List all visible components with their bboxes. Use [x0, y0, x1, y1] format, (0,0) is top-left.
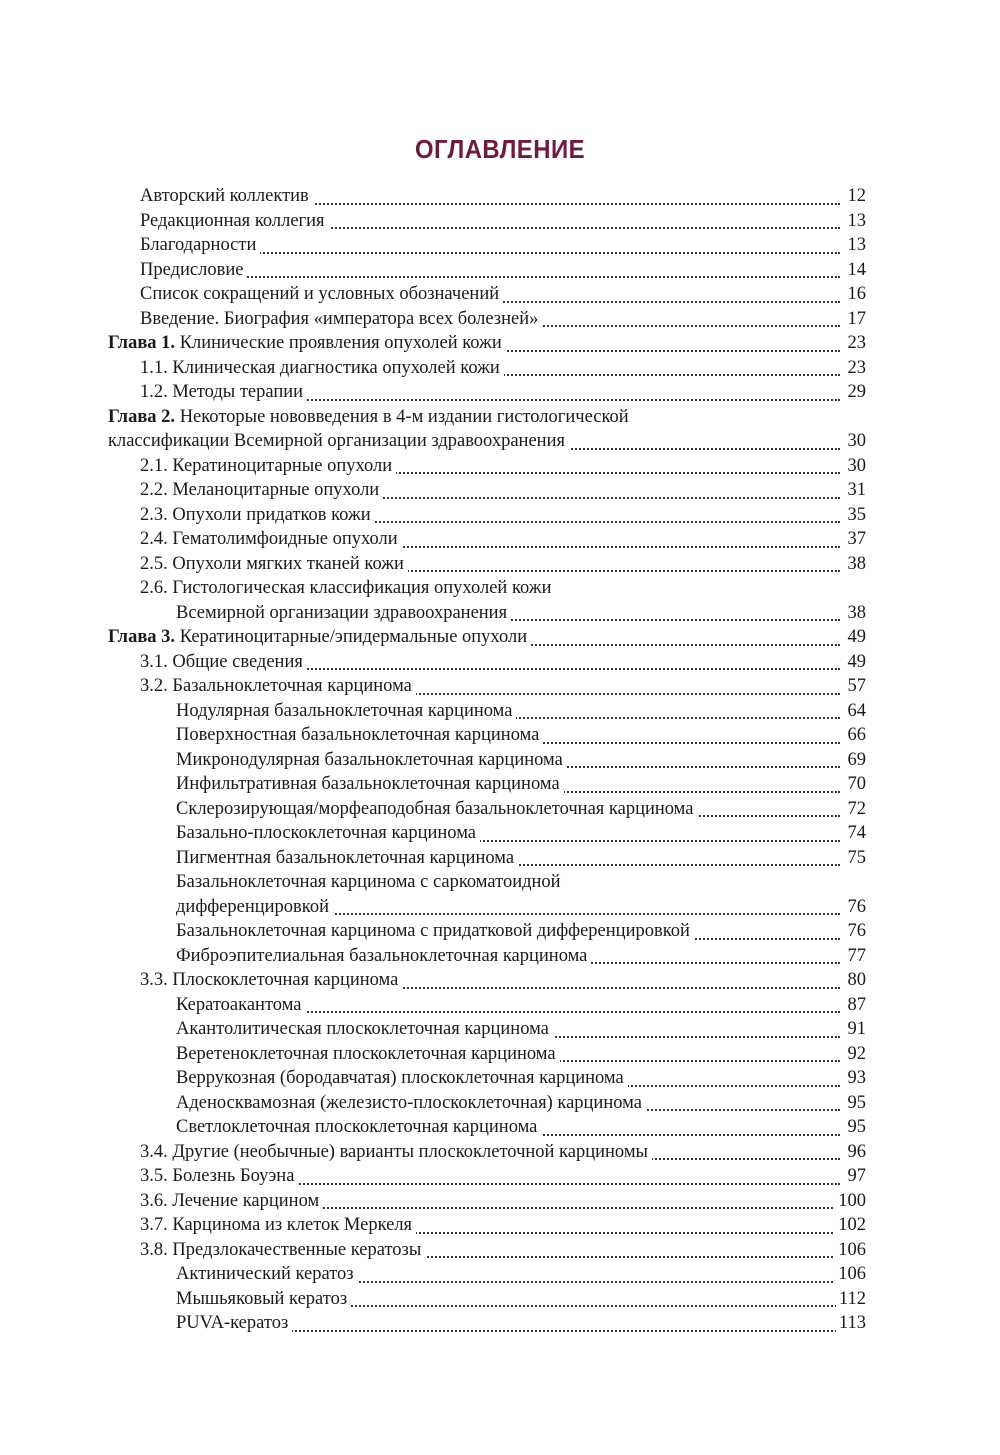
entry-text: Нодулярная базальноклеточная карцинома: [176, 700, 513, 721]
page-number: 76: [845, 919, 867, 944]
toc-entry: [0, 1213, 1000, 1238]
toc-entry: [0, 454, 1000, 479]
toc-entry: [0, 503, 1000, 528]
toc-entry: [0, 1066, 1000, 1091]
toc-entry: [0, 331, 1000, 356]
entry-text: Склерозирующая/морфеаподобная базальноклеточная карцинома: [176, 798, 694, 819]
page-number: 23: [845, 356, 867, 381]
page-number: 87: [845, 993, 867, 1018]
entry-title: [140, 674, 416, 699]
toc-entry: [0, 748, 1000, 773]
entry-title: [140, 576, 551, 601]
toc-entry: [0, 993, 1000, 1018]
page-number: 13: [845, 233, 867, 258]
entry-title: [140, 307, 542, 332]
toc-entry: [0, 699, 1000, 724]
page-title: ОГЛАВЛЕНИЕ: [414, 134, 586, 164]
entry-text: Благодарности: [140, 235, 257, 255]
entry-text: Введение. Биография «императора всех болезней»: [140, 308, 539, 329]
toc-entry: [0, 1311, 1000, 1336]
entry-text: 3.2. Базальноклеточная карцинома: [140, 676, 412, 696]
toc-entry: [0, 1238, 1000, 1263]
entry-text: 1.2. Методы терапии: [140, 382, 304, 402]
toc-entry: [0, 723, 1000, 748]
entry-title: [176, 993, 305, 1018]
toc-entry: [0, 233, 1000, 258]
entry-text: 3.5. Болезнь Боуэна: [140, 1166, 295, 1186]
entry-text: Пигментная базальноклеточная карцинома: [176, 847, 515, 868]
toc-entry: [0, 1091, 1000, 1116]
entry-text: Светлоклеточная плоскоклеточная карцинома: [176, 1117, 538, 1137]
entry-title: [140, 968, 402, 993]
entry-title: [176, 1091, 646, 1116]
entry-text: Всемирной организации здравоохранения: [176, 602, 508, 623]
entry-text: Мышьяковый кератоз: [176, 1288, 348, 1309]
toc-entry: [0, 1287, 1000, 1312]
page-number: 49: [845, 650, 867, 675]
page-number: 100: [835, 1189, 866, 1214]
page-number: 14: [845, 258, 867, 283]
entry-text: Список сокращений и условных обозначений: [140, 284, 500, 304]
toc-entry: [0, 1164, 1000, 1189]
entry-title: [176, 821, 480, 846]
toc-entry: [0, 772, 1000, 797]
table-of-contents: [0, 184, 1000, 1336]
entry-title: [140, 184, 313, 209]
entry-title: [176, 699, 516, 724]
entry-text: Авторский коллектив: [140, 186, 309, 206]
page-number: 74: [845, 821, 867, 846]
entry-title: [176, 748, 567, 773]
entry-text: Клинические проявления опухолей кожи: [175, 333, 502, 353]
entry-text: Инфильтративная базальноклеточная карцинома: [176, 774, 560, 794]
toc-entry: [0, 282, 1000, 307]
toc-entry: [0, 1262, 1000, 1287]
page-number: 49: [845, 625, 867, 650]
page-number: 35: [845, 503, 867, 528]
entry-title: [176, 919, 694, 944]
entry-title: [140, 503, 375, 528]
entry-text: Предисловие: [140, 259, 244, 280]
page-number: 80: [845, 968, 867, 993]
entry-text: 3.6. Лечение карцином: [140, 1190, 320, 1211]
page-number: 38: [845, 552, 867, 577]
entry-text: Кератоакантома: [176, 994, 302, 1015]
toc-entry: [0, 478, 1000, 503]
page-number: 77: [845, 944, 867, 969]
page-number: 31: [845, 478, 867, 503]
toc-entry: [0, 1042, 1000, 1067]
entry-text: Веррукозная (бородавчатая) плоскоклеточная карцинома: [176, 1068, 624, 1088]
toc-entry: [0, 209, 1000, 234]
chapter-title: [108, 625, 531, 650]
toc-entry: [0, 968, 1000, 993]
entry-title: [176, 797, 697, 822]
toc-entry: [0, 1115, 1000, 1140]
entry-text: 3.4. Другие (необычные) варианты плоскоклеточной карциномы: [140, 1141, 648, 1162]
entry-text: Веретеноклеточная плоскоклеточная карцинома: [176, 1043, 556, 1064]
entry-title: [176, 1066, 628, 1091]
entry-title: [140, 1140, 652, 1165]
toc-entry: [0, 429, 1000, 454]
toc-entry: [0, 870, 1000, 895]
toc-entry: [0, 601, 1000, 626]
page-number: 17: [845, 307, 867, 332]
entry-text: Фиброэпителиальная базальноклеточная карцинома: [176, 945, 588, 966]
chapter-title: [108, 405, 629, 430]
page-number: 113: [836, 1311, 866, 1336]
entry-text: Микронодулярная базальноклеточная карцинома: [176, 749, 563, 770]
entry-title: [176, 1262, 358, 1287]
entry-title: [140, 258, 247, 283]
page-number: 12: [845, 184, 867, 209]
page-number: 38: [845, 601, 867, 626]
toc-entry: [0, 1140, 1000, 1165]
entry-text: 2.5. Опухоли мягких тканей кожи: [140, 553, 404, 574]
page-number: 95: [845, 1091, 867, 1116]
toc-entry: [0, 258, 1000, 283]
page-number: 30: [845, 429, 867, 454]
entry-title: [176, 944, 591, 969]
entry-text: Базальноклеточная карцинома с саркоматоидной: [176, 872, 561, 892]
entry-title: [140, 552, 408, 577]
page-number: 75: [845, 846, 867, 871]
toc-entry: [0, 552, 1000, 577]
page-number: 70: [845, 772, 867, 797]
toc-entry: [0, 527, 1000, 552]
toc-entry: [0, 307, 1000, 332]
entry-text: Базальноклеточная карцинома с придатковой дифференцировкой: [176, 921, 690, 941]
entry-title: [176, 772, 564, 797]
toc-entry: [0, 576, 1000, 601]
toc-entry: [0, 650, 1000, 675]
entry-text: 2.3. Опухоли придатков кожи: [140, 504, 371, 525]
entry-title: [108, 429, 569, 454]
page-number: 37: [845, 527, 867, 552]
page-number: 64: [845, 699, 867, 724]
toc-entry: [0, 919, 1000, 944]
entry-title: [140, 454, 396, 479]
entry-title: [140, 1189, 323, 1214]
page-number: 106: [835, 1262, 866, 1287]
page-number: 91: [845, 1017, 867, 1042]
entry-text: PUVA-кератоз: [176, 1313, 289, 1333]
toc-entry: [0, 625, 1000, 650]
page-number: 29: [845, 380, 867, 405]
page-number: 16: [845, 282, 867, 307]
entry-text: 3.7. Карцинома из клеток Меркеля: [140, 1215, 413, 1235]
page-number: 102: [835, 1213, 866, 1238]
page-number: 57: [845, 674, 867, 699]
entry-title: [176, 601, 511, 626]
toc-entry: [0, 797, 1000, 822]
entry-title: [176, 1017, 553, 1042]
entry-text: 3.3. Плоскоклеточная карцинома: [140, 970, 399, 990]
entry-text: Актинический кератоз: [176, 1264, 354, 1284]
toc-entry: [0, 1017, 1000, 1042]
page-number: 106: [835, 1238, 866, 1263]
page-number: 95: [845, 1115, 867, 1140]
page-number: 112: [836, 1287, 866, 1312]
entry-title: [140, 282, 503, 307]
entry-text: 2.1. Кератиноцитарные опухоли: [140, 455, 393, 476]
entry-title: [176, 1042, 560, 1067]
entry-title: [140, 1238, 425, 1263]
entry-text: 3.1. Общие сведения: [140, 651, 303, 672]
toc-entry: [0, 356, 1000, 381]
page-number: 96: [845, 1140, 867, 1165]
entry-title: [176, 1311, 292, 1336]
toc-entry: [0, 674, 1000, 699]
page-number: 23: [845, 331, 867, 356]
page-number: 76: [845, 895, 867, 920]
entry-title: [176, 895, 333, 920]
entry-text: 1.1. Клиническая диагностика опухолей кожи: [140, 357, 500, 378]
entry-text: Кератиноцитарные/эпидермальные опухоли: [175, 627, 528, 647]
entry-title: [176, 846, 518, 871]
page-number: 93: [845, 1066, 867, 1091]
entry-title: [140, 1164, 298, 1189]
entry-text: 2.4. Гематолимфоидные опухоли: [140, 529, 398, 549]
page-number: 66: [845, 723, 867, 748]
entry-text: 2.6. Гистологическая классификация опухолей кожи: [140, 578, 552, 598]
toc-entry: [0, 380, 1000, 405]
entry-text: Редакционная коллегия: [140, 210, 325, 231]
entry-text: 3.8. Предзлокачественные кератозы: [140, 1239, 422, 1260]
toc-entry: [0, 405, 1000, 430]
toc-entry: [0, 944, 1000, 969]
entry-text: классификации Всемирной организации здравоохранения: [108, 431, 565, 451]
chapter-label: Глава 3.: [108, 627, 176, 647]
page-number: 72: [845, 797, 867, 822]
entry-title: [140, 380, 307, 405]
toc-entry: [0, 1189, 1000, 1214]
entry-text: Некоторые нововведения в 4-м издании гистологической: [175, 406, 629, 427]
toc-entry: [0, 184, 1000, 209]
chapter-label: Глава 1.: [108, 333, 176, 353]
toc-entry: [0, 895, 1000, 920]
entry-title: [140, 478, 383, 503]
page-number: 92: [845, 1042, 867, 1067]
toc-entry: [0, 821, 1000, 846]
chapter-label: Глава 2.: [108, 406, 176, 427]
entry-title: [140, 356, 504, 381]
entry-text: Акантолитическая плоскоклеточная карцинома: [176, 1019, 549, 1039]
entry-title: [140, 209, 329, 234]
entry-title: [140, 1213, 416, 1238]
entry-text: Базально-плоскоклеточная карцинома: [176, 823, 477, 843]
entry-text: 2.2. Меланоцитарные опухоли: [140, 480, 380, 500]
entry-title: [176, 1115, 541, 1140]
entry-text: дифференцировкой: [176, 896, 329, 917]
chapter-title: [108, 331, 506, 356]
entry-title: [176, 870, 561, 895]
page-number: 30: [845, 454, 867, 479]
entry-title: [176, 723, 543, 748]
entry-title: [140, 527, 402, 552]
entry-text: Аденосквамозная (железисто-плоскоклеточная) карцинома: [176, 1092, 642, 1113]
page-number: 97: [845, 1164, 867, 1189]
entry-title: [140, 233, 260, 258]
entry-title: [140, 650, 307, 675]
entry-text: Поверхностная базальноклеточная карцинома: [176, 725, 540, 745]
page-number: 13: [845, 209, 867, 234]
page-number: 69: [845, 748, 867, 773]
entry-title: [176, 1287, 351, 1312]
toc-entry: [0, 846, 1000, 871]
